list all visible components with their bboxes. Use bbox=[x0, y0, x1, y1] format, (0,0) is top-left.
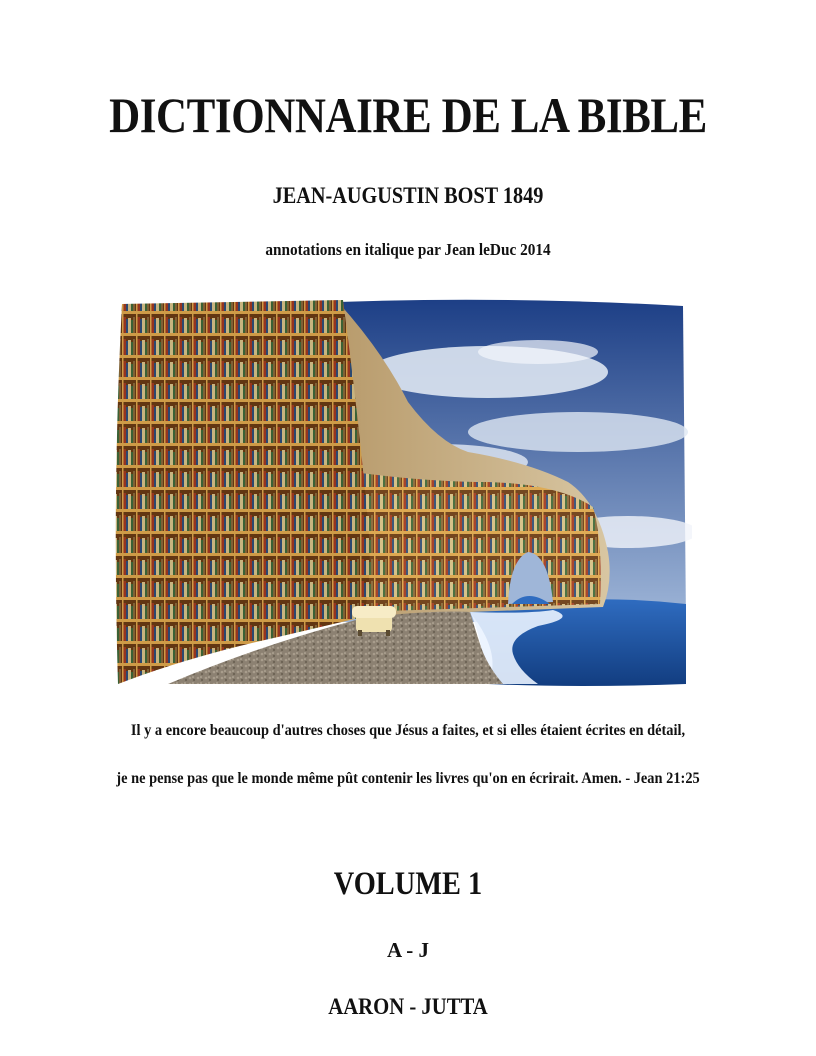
book-title: DICTIONNAIRE DE LA BIBLE bbox=[109, 87, 707, 143]
cloud bbox=[478, 340, 598, 364]
cloud bbox=[468, 412, 688, 452]
cover-illustration bbox=[108, 292, 692, 692]
quote-line-1: Il y a encore beaucoup d'autres choses que Jésus a faites, et si elles étaient écrites en détail, bbox=[130, 722, 686, 739]
library-cliff-image bbox=[108, 292, 692, 692]
letter-range: A - J bbox=[387, 938, 429, 962]
annotations-line: annotations en italique par Jean leDuc 2014 bbox=[265, 240, 551, 259]
quote-line-2: je ne pense pas que le monde même pût contenir les livres qu'on en écrirait. Amen. - Jean 21:25 bbox=[116, 770, 700, 787]
armchair-icon bbox=[352, 606, 396, 636]
author-line: JEAN-AUGUSTIN BOST 1849 bbox=[272, 183, 544, 208]
entry-range: AARON - JUTTA bbox=[328, 994, 488, 1019]
volume-label: VOLUME 1 bbox=[333, 866, 483, 902]
